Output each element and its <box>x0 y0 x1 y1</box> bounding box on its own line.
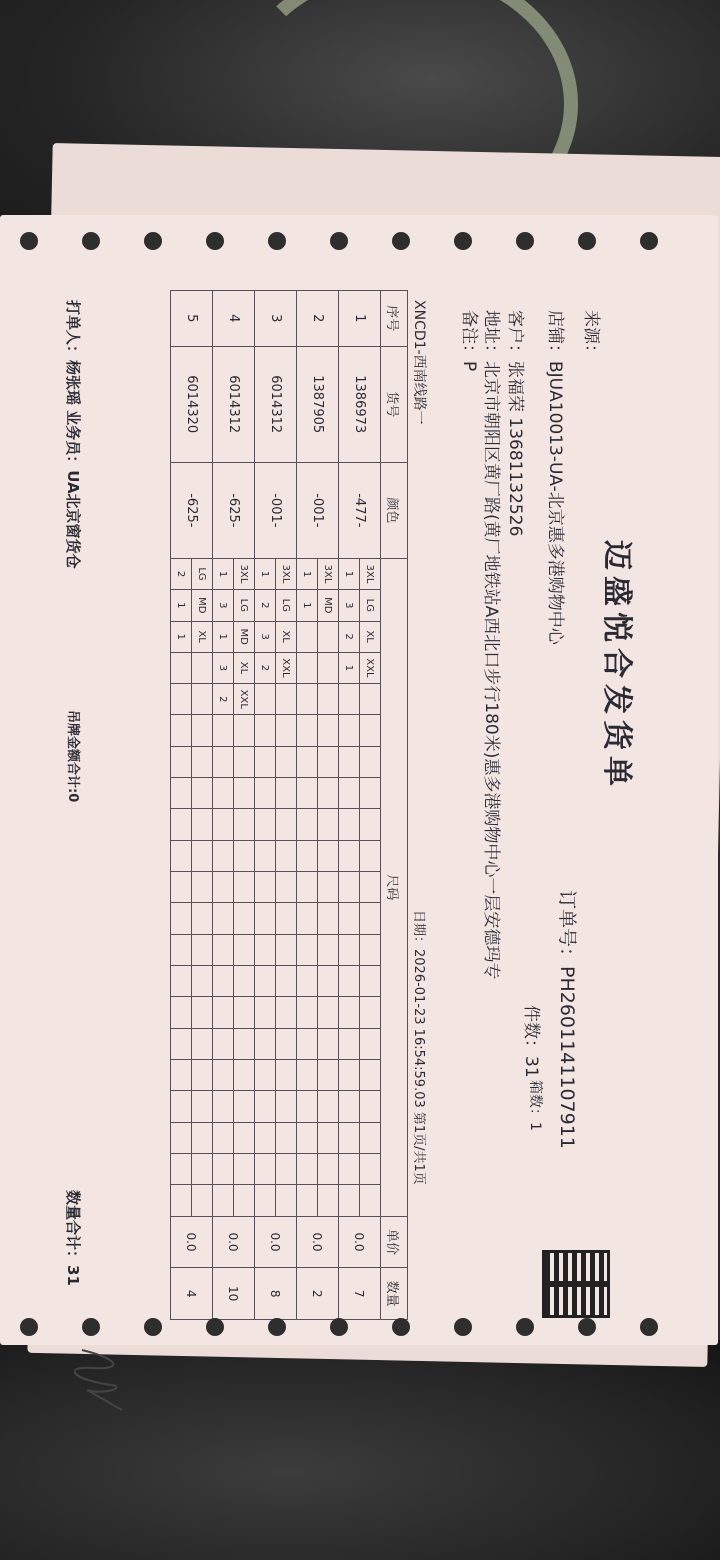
size-label-cell: LG <box>192 558 213 589</box>
table-header-row <box>381 291 408 1320</box>
header-size: 尺码 <box>381 558 408 1216</box>
signature <box>62 1340 142 1420</box>
header-seq: 序号 <box>381 291 408 347</box>
size-count-cell: 1 <box>297 590 318 621</box>
size-count-cell <box>297 778 318 809</box>
size-count-cell <box>255 746 276 777</box>
size-count-cell <box>297 1091 318 1122</box>
cell-seq: 5 <box>171 291 213 347</box>
size-count-cell <box>339 1060 360 1091</box>
size-count-cell: 1 <box>171 590 192 621</box>
size-label-cell <box>276 715 297 746</box>
size-count-cell <box>297 1154 318 1185</box>
size-count-cell <box>255 1028 276 1059</box>
cell-code: 6014312 <box>213 346 255 462</box>
tractor-hole <box>330 1318 348 1336</box>
size-label-cell <box>318 840 339 871</box>
size-label-cell <box>192 652 213 683</box>
size-count-cell: 2 <box>171 558 192 589</box>
cell-qty: 8 <box>255 1268 297 1320</box>
size-label-cell <box>360 872 381 903</box>
size-count-cell <box>339 1091 360 1122</box>
size-label-cell <box>276 1060 297 1091</box>
size-count-cell: 1 <box>297 558 318 589</box>
size-count-cell <box>339 997 360 1028</box>
size-label-cell <box>360 1154 381 1185</box>
size-label-cell <box>360 1028 381 1059</box>
size-label-cell: LG <box>276 590 297 621</box>
size-label-cell <box>276 1091 297 1122</box>
size-label-cell <box>318 778 339 809</box>
size-label-cell <box>318 715 339 746</box>
cell-seq: 4 <box>213 291 255 347</box>
size-label-cell <box>276 746 297 777</box>
size-label-cell <box>276 934 297 965</box>
size-count-cell <box>171 966 192 997</box>
size-count-cell <box>171 934 192 965</box>
size-count-cell <box>255 715 276 746</box>
cell-qty: 4 <box>171 1268 213 1320</box>
tractor-hole <box>206 1318 224 1336</box>
size-label-cell <box>276 966 297 997</box>
size-count-cell <box>297 1028 318 1059</box>
tractor-hole <box>82 1318 100 1336</box>
cell-seq: 2 <box>297 291 339 347</box>
size-label-cell <box>192 1091 213 1122</box>
size-label-cell <box>192 997 213 1028</box>
cell-price: 0.0 <box>339 1216 381 1268</box>
cell-price: 0.0 <box>171 1216 213 1268</box>
size-label-cell <box>318 809 339 840</box>
size-count-cell <box>171 1185 192 1216</box>
cell-seq: 1 <box>339 291 381 347</box>
size-label-cell <box>360 903 381 934</box>
box-count: 箱数：1 <box>527 1080 543 1131</box>
size-label-cell <box>360 715 381 746</box>
size-count-cell: 2 <box>339 621 360 652</box>
size-label-cell <box>360 1060 381 1091</box>
size-count-cell <box>339 746 360 777</box>
size-label-cell <box>192 1028 213 1059</box>
size-count-cell: 3 <box>339 590 360 621</box>
size-label-cell: XL <box>192 621 213 652</box>
size-label-cell <box>192 903 213 934</box>
source-field: 来源： <box>581 310 601 361</box>
size-label-cell <box>318 746 339 777</box>
size-label-cell <box>192 1185 213 1216</box>
size-label-cell <box>234 1060 255 1091</box>
size-count-cell <box>297 872 318 903</box>
size-label-cell: XXL <box>360 652 381 683</box>
size-label-cell <box>276 1028 297 1059</box>
size-label-cell <box>192 809 213 840</box>
size-label-cell <box>318 1154 339 1185</box>
size-label-cell <box>276 809 297 840</box>
size-count-cell <box>297 966 318 997</box>
size-label-cell <box>234 1154 255 1185</box>
size-count-cell: 1 <box>213 558 234 589</box>
size-count-cell <box>213 746 234 777</box>
size-label-cell: MD <box>318 590 339 621</box>
size-count-cell <box>171 715 192 746</box>
size-count-cell <box>171 778 192 809</box>
qr-code <box>542 1250 610 1318</box>
size-label-cell <box>192 715 213 746</box>
size-count-cell <box>171 1091 192 1122</box>
size-label-cell <box>234 746 255 777</box>
size-label-cell <box>318 872 339 903</box>
size-count-cell <box>171 746 192 777</box>
table-row <box>192 291 213 1320</box>
size-count-cell <box>255 809 276 840</box>
size-count-cell <box>213 1091 234 1122</box>
size-count-cell <box>255 872 276 903</box>
cell-price: 0.0 <box>297 1216 339 1268</box>
size-count-cell: 1 <box>255 558 276 589</box>
size-count-cell <box>171 1122 192 1153</box>
size-count-cell <box>339 1028 360 1059</box>
size-label-cell: 3XL <box>318 558 339 589</box>
table-row <box>360 291 381 1320</box>
size-label-cell <box>192 840 213 871</box>
tractor-hole <box>392 1318 410 1336</box>
size-count-cell <box>171 1154 192 1185</box>
tractor-hole <box>392 232 410 250</box>
size-label-cell <box>192 684 213 715</box>
size-label-cell: MD <box>234 621 255 652</box>
size-label-cell <box>234 715 255 746</box>
size-count-cell <box>255 1122 276 1153</box>
size-label-cell <box>318 652 339 683</box>
size-count-cell <box>213 872 234 903</box>
tractor-hole <box>144 1318 162 1336</box>
size-label-cell <box>318 621 339 652</box>
size-count-cell <box>297 621 318 652</box>
size-count-cell <box>171 840 192 871</box>
size-label-cell <box>192 934 213 965</box>
size-label-cell <box>318 1060 339 1091</box>
size-count-cell: 3 <box>255 621 276 652</box>
size-count-cell <box>297 1060 318 1091</box>
size-count-cell <box>213 840 234 871</box>
piece-count: 件数：31 <box>521 1005 541 1078</box>
size-label-cell <box>360 746 381 777</box>
document-title: 迈盛悦合发货单 <box>599 540 634 792</box>
remark-field: 备注：P <box>459 310 479 372</box>
size-label-cell <box>234 778 255 809</box>
size-label-cell <box>360 934 381 965</box>
size-count-cell <box>213 1185 234 1216</box>
size-count-cell <box>171 872 192 903</box>
size-count-cell <box>255 684 276 715</box>
size-label-cell <box>192 1154 213 1185</box>
tractor-hole <box>640 1318 658 1336</box>
size-label-cell <box>318 1185 339 1216</box>
size-count-cell <box>171 997 192 1028</box>
size-count-cell <box>297 934 318 965</box>
size-count-cell <box>339 903 360 934</box>
size-count-cell <box>213 1154 234 1185</box>
size-count-cell <box>255 997 276 1028</box>
size-count-cell <box>255 1154 276 1185</box>
delivery-note <box>0 220 720 1380</box>
size-count-cell <box>297 809 318 840</box>
size-label-cell <box>318 934 339 965</box>
size-label-cell: LG <box>360 590 381 621</box>
size-label-cell <box>276 1122 297 1153</box>
size-count-cell <box>255 903 276 934</box>
size-label-cell <box>276 1185 297 1216</box>
tractor-hole <box>330 232 348 250</box>
size-label-cell <box>234 997 255 1028</box>
size-label-cell: XXL <box>234 684 255 715</box>
size-label-cell: 3XL <box>276 558 297 589</box>
size-label-cell <box>234 1028 255 1059</box>
cell-color: -001- <box>255 462 297 558</box>
size-count-cell <box>255 778 276 809</box>
size-count-cell <box>297 903 318 934</box>
header-price: 单价 <box>381 1216 408 1268</box>
size-count-cell <box>171 652 192 683</box>
size-label-cell <box>234 1091 255 1122</box>
size-count-cell <box>213 809 234 840</box>
tractor-hole <box>82 232 100 250</box>
tractor-hole <box>268 1318 286 1336</box>
size-count-cell <box>297 997 318 1028</box>
cell-qty: 7 <box>339 1268 381 1320</box>
size-label-cell <box>360 997 381 1028</box>
size-count-cell <box>255 966 276 997</box>
size-label-cell <box>234 966 255 997</box>
size-label-cell <box>192 966 213 997</box>
size-label-cell <box>318 903 339 934</box>
size-label-cell <box>276 997 297 1028</box>
tractor-hole <box>578 232 596 250</box>
size-count-cell <box>171 1060 192 1091</box>
size-count-cell: 2 <box>213 684 234 715</box>
size-label-cell: XXL <box>276 652 297 683</box>
size-count-cell: 2 <box>255 590 276 621</box>
quantity-total: 数量合计：31 <box>64 1190 82 1286</box>
tractor-hole <box>578 1318 596 1336</box>
size-count-cell <box>339 1122 360 1153</box>
size-label-cell <box>360 684 381 715</box>
size-label-cell <box>318 1028 339 1059</box>
tractor-hole <box>516 1318 534 1336</box>
cell-color: -001- <box>297 462 339 558</box>
size-label-cell <box>234 1122 255 1153</box>
size-label-cell: LG <box>234 590 255 621</box>
size-label-cell <box>318 1091 339 1122</box>
size-count-cell <box>297 715 318 746</box>
cell-color: -477- <box>339 462 381 558</box>
size-label-cell <box>192 1122 213 1153</box>
cell-price: 0.0 <box>255 1216 297 1268</box>
size-label-cell <box>276 684 297 715</box>
size-label-cell <box>360 1091 381 1122</box>
size-count-cell <box>297 746 318 777</box>
store-field: 店铺：BJUA10013-UA-北京惠多港购物中心 <box>545 310 565 645</box>
size-count-cell <box>213 1122 234 1153</box>
cell-code: 1387905 <box>297 346 339 462</box>
size-label-cell <box>234 934 255 965</box>
size-count-cell <box>297 1185 318 1216</box>
cell-price: 0.0 <box>213 1216 255 1268</box>
size-label-cell <box>276 903 297 934</box>
cell-seq: 3 <box>255 291 297 347</box>
size-count-cell <box>339 934 360 965</box>
tractor-hole <box>268 232 286 250</box>
size-count-cell <box>171 1028 192 1059</box>
route-label: XNCD1-西南线路一 <box>411 300 427 425</box>
size-count-cell <box>213 715 234 746</box>
size-label-cell: XL <box>276 621 297 652</box>
size-label-cell <box>360 966 381 997</box>
size-label-cell: MD <box>192 590 213 621</box>
size-label-cell: XL <box>234 652 255 683</box>
tractor-hole <box>206 232 224 250</box>
size-label-cell <box>234 872 255 903</box>
table-row <box>318 291 339 1320</box>
size-label-cell <box>234 809 255 840</box>
header-code: 货号 <box>381 346 408 462</box>
cell-code: 6014312 <box>255 346 297 462</box>
size-label-cell <box>318 966 339 997</box>
header-qty: 数量 <box>381 1268 408 1320</box>
order-number: 订单号：PH2601141107911 <box>556 890 578 1149</box>
size-count-cell <box>213 1060 234 1091</box>
cell-qty: 10 <box>213 1268 255 1320</box>
tractor-hole <box>640 232 658 250</box>
size-count-cell: 3 <box>213 590 234 621</box>
size-count-cell <box>339 684 360 715</box>
size-count-cell <box>339 809 360 840</box>
size-count-cell: 3 <box>213 652 234 683</box>
size-label-cell <box>318 1122 339 1153</box>
size-count-cell <box>213 966 234 997</box>
size-count-cell <box>213 997 234 1028</box>
size-count-cell <box>213 934 234 965</box>
size-count-cell <box>297 652 318 683</box>
size-label-cell <box>234 1185 255 1216</box>
table-row <box>234 291 255 1320</box>
size-label-cell <box>276 840 297 871</box>
size-label-cell <box>360 840 381 871</box>
size-label-cell <box>192 778 213 809</box>
size-label-cell <box>234 840 255 871</box>
tag-amount-total: 吊牌金额合计:0 <box>65 710 80 803</box>
size-label-cell <box>318 684 339 715</box>
tractor-hole <box>454 232 472 250</box>
size-count-cell <box>339 872 360 903</box>
size-label-cell <box>276 1154 297 1185</box>
tractor-hole <box>20 232 38 250</box>
print-date: 日期：2026-01-23 16:54:59.03 第1页/共1页 <box>411 910 426 1185</box>
size-count-cell: 1 <box>213 621 234 652</box>
customer-field: 客户：张福荣 13681132526 <box>505 310 525 537</box>
size-count-cell <box>255 934 276 965</box>
printer-info: 打单人：杨张瑶 业务员：UA北京窗货仓 <box>64 300 82 569</box>
size-label-cell <box>276 872 297 903</box>
size-label-cell: XL <box>360 621 381 652</box>
size-count-cell <box>213 903 234 934</box>
size-label-cell <box>318 997 339 1028</box>
items-table <box>170 290 408 1320</box>
size-count-cell: 1 <box>339 652 360 683</box>
tractor-hole <box>20 1318 38 1336</box>
size-count-cell <box>297 1122 318 1153</box>
header-color: 颜色 <box>381 462 408 558</box>
size-label-cell: 3XL <box>234 558 255 589</box>
cell-code: 1386973 <box>339 346 381 462</box>
size-count-cell <box>297 684 318 715</box>
size-count-cell <box>255 1091 276 1122</box>
size-count-cell <box>171 684 192 715</box>
size-count-cell <box>255 840 276 871</box>
size-label-cell <box>360 1122 381 1153</box>
size-label-cell: 3XL <box>360 558 381 589</box>
size-count-cell <box>171 903 192 934</box>
size-label-cell <box>276 778 297 809</box>
tractor-hole <box>516 232 534 250</box>
cell-color: -625- <box>171 462 213 558</box>
size-label-cell <box>360 778 381 809</box>
size-count-cell <box>171 809 192 840</box>
size-count-cell <box>339 840 360 871</box>
size-count-cell <box>255 1060 276 1091</box>
size-count-cell: 1 <box>339 558 360 589</box>
size-count-cell <box>213 1028 234 1059</box>
size-count-cell <box>297 840 318 871</box>
size-count-cell: 1 <box>171 621 192 652</box>
size-label-cell <box>192 1060 213 1091</box>
tractor-hole <box>144 232 162 250</box>
size-count-cell <box>339 966 360 997</box>
size-label-cell <box>360 809 381 840</box>
size-label-cell <box>192 872 213 903</box>
size-count-cell <box>339 1185 360 1216</box>
size-count-cell <box>339 778 360 809</box>
size-label-cell <box>192 746 213 777</box>
size-count-cell <box>255 1185 276 1216</box>
cell-color: -625- <box>213 462 255 558</box>
size-count-cell: 2 <box>255 652 276 683</box>
size-count-cell <box>339 715 360 746</box>
cell-qty: 2 <box>297 1268 339 1320</box>
address-field: 地址：北京市朝阳区黄厂路(黄厂地铁站A西北口步行180米)惠多港购物中心一层安德玛专 <box>481 310 501 980</box>
size-label-cell <box>360 1185 381 1216</box>
size-count-cell <box>213 778 234 809</box>
size-count-cell <box>339 1154 360 1185</box>
table-row <box>276 291 297 1320</box>
cell-code: 6014320 <box>171 346 213 462</box>
size-label-cell <box>234 903 255 934</box>
tractor-hole <box>454 1318 472 1336</box>
